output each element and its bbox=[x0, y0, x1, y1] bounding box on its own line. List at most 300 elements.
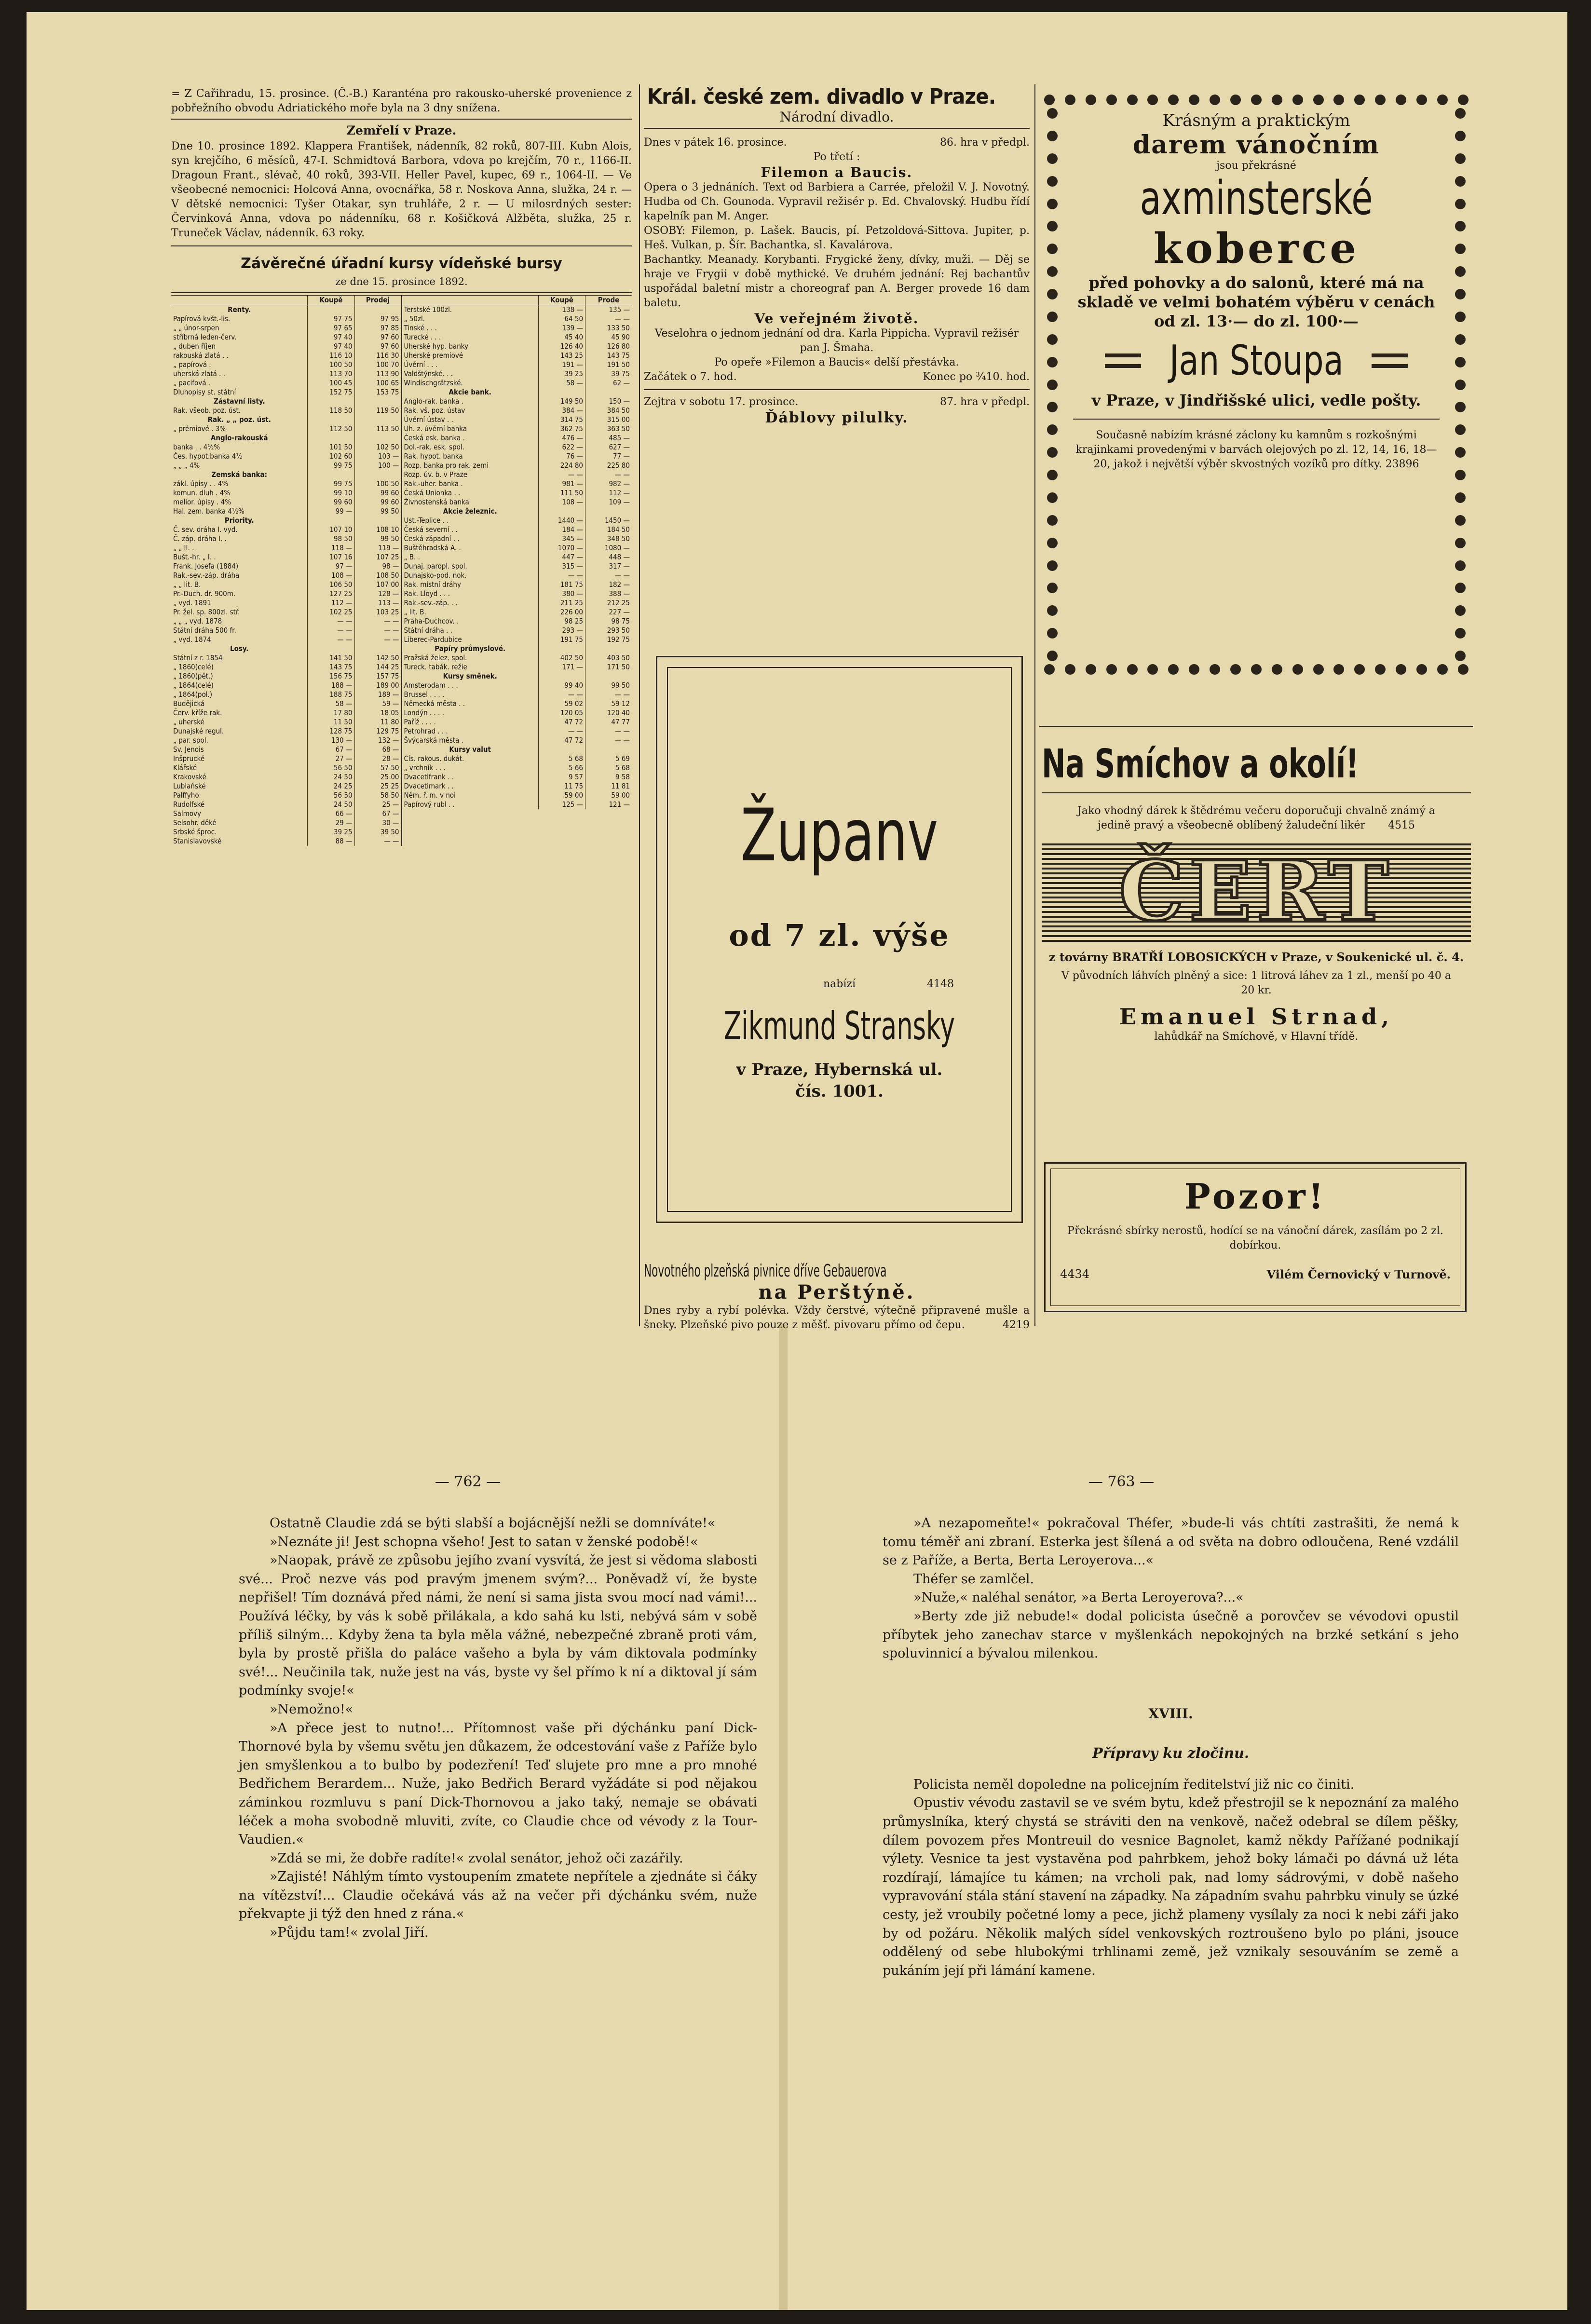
bourse-row bbox=[402, 434, 632, 443]
bourse-buy: 47 72 bbox=[538, 736, 585, 745]
deaths-title: Zemřelí v Praze. bbox=[346, 123, 457, 137]
bourse-buy: 39 25 bbox=[538, 369, 585, 379]
bourse-sell: 189 — bbox=[354, 690, 401, 699]
bourse-sell: 99 50 bbox=[354, 507, 401, 516]
bourse-name: „ 50zl. bbox=[404, 314, 425, 323]
bourse-name: Uh. z. úvěrní banka bbox=[404, 424, 467, 433]
bourse-name: Londýn . . . . bbox=[404, 708, 444, 717]
bourse-name: Rak. „ „ poz. úst. bbox=[207, 415, 271, 424]
bourse-row bbox=[171, 305, 401, 315]
bourse-sell: 120 40 bbox=[585, 708, 632, 718]
bourse-row bbox=[402, 644, 632, 653]
bourse-name: Něm. ř. m. v noi bbox=[404, 791, 456, 800]
bourse-sell: 157 75 bbox=[354, 672, 401, 681]
column-divider bbox=[1034, 84, 1035, 1326]
bourse-buy bbox=[538, 745, 585, 754]
bourse-name: Budějická bbox=[173, 699, 205, 708]
bourse-row bbox=[402, 745, 632, 754]
bourse-name: „ pacifová . bbox=[173, 379, 211, 387]
bourse-sell: 5 69 bbox=[585, 754, 632, 763]
bourse-buy: 191 75 bbox=[538, 635, 585, 644]
theatre-repeat: Po třetí : bbox=[813, 151, 860, 163]
bourse-buy: 139 — bbox=[538, 324, 585, 333]
novel-paragraph: »Naopak, právě ze způsobu jejího zvaní vysvítá, že jest si vědoma slabosti své... Proč nezve vás pod pravým jmenem svým?... Poněvadž ví, že byste nepřišel! Tím doznává před námi, že není si sama jista svou mocí nad vámi!... Používá léčky, by vás k sobě přilákala, a kdo sahá ku lsti, nebývá sám v sobě příliš silným... Kdyby žena ta byla měla vážné, nebezpečné zbraně proti vám, byla by prostě přišla do paláce vašeho a byla by vám diktovala podmínky své!... Neučinila tak, nuže jest na vás, byste vy šel přímo k ní a diktoval jí sám podmínky svoje!« bbox=[239, 1553, 757, 1699]
bourse-name: Uherské hyp. banky bbox=[404, 342, 469, 351]
bourse-name: „ 1864(celé) bbox=[173, 681, 214, 690]
bourse-name: Stanislavovské bbox=[173, 837, 222, 845]
bourse-name: Papírový rubl . . bbox=[404, 800, 455, 809]
bourse-buy: 362 75 bbox=[538, 424, 585, 434]
pivnice-code: 4219 bbox=[1003, 1319, 1030, 1331]
bourse-row bbox=[171, 434, 401, 443]
theatre-times bbox=[644, 370, 1030, 384]
bourse-row bbox=[171, 360, 401, 369]
bourse-row bbox=[171, 479, 401, 489]
zupany-offer bbox=[657, 978, 1021, 990]
koberce-intro: Krásným a praktickým bbox=[1162, 111, 1350, 130]
bourse-buy: 384 — bbox=[538, 406, 585, 415]
bourse-row bbox=[402, 479, 632, 489]
bourse-name: Červ. kříže rak. bbox=[173, 708, 222, 717]
novel-paragraph: »Berty zde již nebude!« dodal policista úsečně a porovčev se vévodovi opustil příbytek jeho zanechav starce v myšlenkách nepokojných na brzké setkání s jeho spoluvinnicí a bývalou milenkou. bbox=[883, 1608, 1459, 1661]
bourse-sell: 227 — bbox=[585, 608, 632, 617]
bourse-buy: 9 57 bbox=[538, 773, 585, 782]
bourse-buy: 97 — bbox=[308, 562, 354, 571]
bourse-row bbox=[402, 314, 632, 324]
bourse-name: Rak. místní dráhy bbox=[404, 580, 461, 589]
bourse-buy: — — bbox=[308, 626, 354, 635]
bourse-row bbox=[402, 626, 632, 635]
bourse-sell bbox=[585, 644, 632, 653]
bourse-sell: 67 — bbox=[354, 809, 401, 818]
bourse-sell: 128 — bbox=[354, 589, 401, 598]
bourse-buy: 76 — bbox=[538, 452, 585, 461]
bourse-name: Rak.-uher. banka . bbox=[404, 479, 463, 488]
bourse-row bbox=[171, 379, 401, 388]
bourse-left bbox=[171, 295, 401, 846]
bourse-buy: 106 50 bbox=[308, 580, 354, 589]
bourse-buy: 128 75 bbox=[308, 727, 354, 736]
bourse-buy: 24 50 bbox=[308, 800, 354, 809]
bourse-row bbox=[402, 489, 632, 498]
bourse-buy: 226 00 bbox=[538, 608, 585, 617]
bourse-row bbox=[171, 314, 401, 324]
bourse-row bbox=[171, 544, 401, 553]
tomorrow-title: Ďáblovy pilulky. bbox=[765, 409, 909, 426]
bourse-name: „ prémiové . 3% bbox=[173, 424, 226, 433]
bourse-row bbox=[171, 351, 401, 360]
bourse-row bbox=[171, 617, 401, 626]
novel-paragraph: »Nemožno!« bbox=[270, 1701, 354, 1717]
bourse-name: „ 1860(pět.) bbox=[173, 672, 213, 680]
bourse-name: Dvacetifrank . . bbox=[404, 773, 454, 781]
bourse-sell: 627 — bbox=[585, 443, 632, 452]
bourse-name: Losy. bbox=[230, 644, 249, 653]
start-time: Začátek o 7. hod. bbox=[644, 371, 737, 383]
bourse-sell: 113 90 bbox=[354, 369, 401, 379]
bourse-buy: 1440 — bbox=[538, 516, 585, 525]
bourse-row bbox=[402, 708, 632, 718]
cert-banner bbox=[1042, 841, 1471, 942]
bourse-buy: 24 25 bbox=[308, 782, 354, 791]
bourse-buy: — — bbox=[308, 635, 354, 644]
bourse-buy bbox=[308, 415, 354, 424]
bourse-row bbox=[171, 461, 401, 470]
bourse-name: Valdštýnské. . . bbox=[404, 369, 453, 378]
bourse-title: Závěrečné úřadní kursy vídeňské bursy bbox=[241, 255, 562, 272]
bourse-sell: 25 25 bbox=[354, 782, 401, 791]
bourse-sell: — — bbox=[585, 571, 632, 580]
bourse-buy bbox=[538, 672, 585, 681]
pozor-footer bbox=[1060, 1267, 1451, 1281]
bourse-name: „ duben říjen bbox=[173, 342, 216, 351]
bourse-name: Terstské 100zl. bbox=[404, 305, 452, 314]
news-item: = Z Cařihradu, 15. prosince. (Č.-B.) Karanténa pro rakousko-uherské provenience z pobřežního obvodu Adriatického moře byla na 3 dny snížena. bbox=[171, 88, 632, 114]
bourse-sell: 99 60 bbox=[354, 489, 401, 498]
bourse-name: Turecké . . . bbox=[404, 333, 441, 341]
bourse-sell: 62 — bbox=[585, 379, 632, 388]
bourse-name: Tureck. tabák. režie bbox=[404, 663, 467, 671]
smichov-title: Na Smíchov a okolí! bbox=[1042, 741, 1359, 787]
bourse-buy: 99 — bbox=[308, 507, 354, 516]
bourse-right bbox=[401, 295, 632, 846]
bourse-sell: 68 — bbox=[354, 745, 401, 754]
smichov-factory: z továrny BRATŘÍ LOBOSICKÝCH v Praze, v Soukenické ul. č. 4. bbox=[1048, 950, 1464, 964]
bourse-row bbox=[171, 571, 401, 580]
bourse-name: Dunajsko-pod. nok. bbox=[404, 571, 467, 580]
bourse-buy: 98 50 bbox=[308, 534, 354, 544]
bourse-sell: 11 81 bbox=[585, 782, 632, 791]
bourse-buy: 5 66 bbox=[538, 763, 585, 773]
bourse-row bbox=[171, 553, 401, 562]
bourse-buy bbox=[308, 434, 354, 443]
koberce-content bbox=[1073, 111, 1440, 472]
bourse-name: „ 1864(pol.) bbox=[173, 690, 212, 699]
bourse-buy: 58 — bbox=[308, 699, 354, 708]
bourse-buy: 45 40 bbox=[538, 333, 585, 342]
bourse-sell: 293 50 bbox=[585, 626, 632, 635]
bourse-buy: 102 60 bbox=[308, 452, 354, 461]
bourse-buy: 402 50 bbox=[538, 653, 585, 663]
bourse-name: melior. úpisy . 4% bbox=[173, 498, 231, 506]
novel-left-page bbox=[239, 1514, 757, 1943]
bourse-buy: 293 — bbox=[538, 626, 585, 635]
bourse-sell bbox=[354, 516, 401, 525]
bourse-sell: 59 12 bbox=[585, 699, 632, 708]
bourse-row bbox=[171, 699, 401, 708]
bourse-name: Rak. Lloyd . . . bbox=[404, 589, 450, 598]
bourse-name: „ vyd. 1874 bbox=[173, 635, 211, 644]
bourse-buy: 130 — bbox=[308, 736, 354, 745]
bourse-name: Anglo-rakouská bbox=[210, 434, 268, 442]
bourse-right-table bbox=[402, 295, 632, 809]
bourse-buy bbox=[538, 507, 585, 516]
ornament-border-right bbox=[1452, 108, 1469, 661]
deaths-text: Dne 10. prosince 1892. Klappera František, nádenník, 82 roků, 807-III. Kubn Alois, syn krejčího, 6 měsíců, 47-I. Schmidtová Barbora, vdova po krejčím, 70 r., 1166-II. Dragoun Frant., slévač, 40 roků, 393-VII. Heller Pavel, kupec, 69 r., 1064-II. — Ve všeobecné nemocnici: Holcová Anna, ovocnářka, 58 r. Noskova Anna, služka, 24 r. — V dětské nemocnici: Tyšer Otakar, syn truhláře, 2 r. — U milosrdných sester: Červinková Anna, vdova po nádenníku, 68 r. Košičková Alžběta, služka, 25 r. Truneček Václav, nádenník. 63 roky. bbox=[171, 140, 632, 239]
ornament-border-top bbox=[1044, 92, 1469, 108]
bourse-name: Rozp. banka pro rak. zemi bbox=[404, 461, 489, 470]
bourse-sell: 5 68 bbox=[585, 763, 632, 773]
novel-right-text bbox=[883, 1514, 1459, 1663]
bourse-sell: 39 75 bbox=[585, 369, 632, 379]
smichov-code: 4515 bbox=[1387, 819, 1415, 831]
ad-smichov bbox=[1042, 740, 1471, 1044]
bourse-name: „ lit. B. bbox=[404, 608, 426, 616]
bourse-sell bbox=[354, 305, 401, 315]
bourse-row bbox=[171, 333, 401, 342]
novel-paragraph: Théfer se zamlčel. bbox=[913, 1571, 1034, 1587]
bourse-buy: 97 40 bbox=[308, 333, 354, 342]
bourse-name: Dluhopisy st. státní bbox=[173, 388, 236, 396]
bourse-buy: 98 25 bbox=[538, 617, 585, 626]
bourse-name: Rudolfské bbox=[173, 800, 205, 809]
koberce-product1: axminsterské bbox=[1140, 171, 1373, 225]
bourse-row bbox=[171, 809, 401, 818]
bourse-row bbox=[402, 763, 632, 773]
theatre-tomorrow bbox=[644, 395, 1030, 409]
bourse-sell: 182 — bbox=[585, 580, 632, 589]
bourse-row bbox=[171, 397, 401, 406]
col-sell-2: Prode bbox=[585, 296, 632, 305]
bourse-sell: 317 — bbox=[585, 562, 632, 571]
bourse-sell: 9 58 bbox=[585, 773, 632, 782]
column-divider bbox=[639, 84, 640, 1326]
bourse-row bbox=[171, 507, 401, 516]
bourse-name: Rak.-sev.-záp. . . bbox=[404, 598, 458, 607]
play-desc: Veselohra o jednom jednání od dra. Karla Pippicha. Vypravil režisér pan J. Šmaha. bbox=[654, 327, 1019, 354]
bourse-buy: 211 25 bbox=[538, 598, 585, 608]
bourse-row bbox=[171, 663, 401, 672]
tomorrow-number: 87. hra v předpl. bbox=[939, 396, 1030, 408]
novel-paragraph: »Půjdu tam!« zvolal Jiří. bbox=[270, 1925, 429, 1941]
bourse-buy: 97 75 bbox=[308, 314, 354, 324]
newspaper-page bbox=[27, 12, 1567, 2310]
bourse-name: Sv. Jenois bbox=[173, 745, 204, 754]
bourse-row bbox=[171, 589, 401, 598]
bourse-buy: 171 — bbox=[538, 663, 585, 672]
koberce-extra-text: Současně nabízím krásné záclony ku kamnům s rozkošnými krajinkami provedenými v barvách olejových po zl. 12, 14, 16, 18—20, jakož i největší výběr skvostných vozíků pro dítky. bbox=[1075, 429, 1437, 470]
novel-paragraph: »A nezapomeňte!« pokračoval Théfer, »bude-li vás chtíti zastrašiti, že nemá k tomu téměř ani zbraní. Esterka jest šílená a od světa na dobro odloučena, René vzdálil se z Paříže, a Berta, Berta Leroyerova...« bbox=[883, 1516, 1459, 1568]
bourse-buy: 188 75 bbox=[308, 690, 354, 699]
bourse-buy: 181 75 bbox=[538, 580, 585, 589]
bourse-name: Petrohrad . . . bbox=[404, 727, 448, 735]
tomorrow-date: Zejtra v sobotu 17. prosince. bbox=[644, 396, 799, 408]
bourse-buy: 102 25 bbox=[308, 608, 354, 617]
bourse-sell: 98 — bbox=[354, 562, 401, 571]
bourse-row bbox=[171, 635, 401, 644]
bourse-row bbox=[171, 470, 401, 479]
bourse-sell bbox=[354, 470, 401, 479]
bourse-buy: 224 80 bbox=[538, 461, 585, 470]
bourse-name: Cís. rakous. dukát. bbox=[404, 754, 464, 763]
bourse-sell: 403 50 bbox=[585, 653, 632, 663]
zupany-address: v Praze, Hybernská ul. bbox=[736, 1060, 943, 1079]
bourse-name: stříbrná leden-červ. bbox=[173, 333, 237, 341]
bourse-sell: 388 — bbox=[585, 589, 632, 598]
bourse-buy: 149 50 bbox=[538, 397, 585, 406]
bourse-name: „ „ „ vyd. 1878 bbox=[173, 617, 222, 625]
smichov-bottles: V původních láhvích plněný a sice: 1 litrová láhev za 1 zl., menší po 40 a 20 kr. bbox=[1061, 970, 1451, 996]
bourse-name: „ B. . bbox=[404, 553, 420, 561]
bourse-sell bbox=[354, 397, 401, 406]
bourse-sell: 97 60 bbox=[354, 333, 401, 342]
bourse-buy bbox=[538, 388, 585, 397]
bourse-row bbox=[171, 415, 401, 424]
ad-koberce bbox=[1044, 92, 1469, 678]
bourse-row bbox=[171, 342, 401, 351]
bourse-buy: 191 — bbox=[538, 360, 585, 369]
bourse-buy: 143 75 bbox=[308, 663, 354, 672]
bourse-buy: 152 75 bbox=[308, 388, 354, 397]
bourse-name: Pr.-Duch. dr. 900m. bbox=[173, 589, 236, 598]
novel-paragraph: »Zdá se mi, že dobře radíte!« zvolal senátor, jehož oči zazářily. bbox=[270, 1850, 683, 1866]
bourse-name: Uherské premiové bbox=[404, 351, 463, 360]
bourse-row bbox=[171, 525, 401, 534]
koberce-desc: před pohovky a do salonů, které má na skladě ve velmi bohatém výběru v cenách od zl. 13·— do zl. 100·— bbox=[1077, 273, 1435, 330]
bourse-buy: 56 50 bbox=[308, 763, 354, 773]
bourse-name: Dvacetimark . . bbox=[404, 782, 454, 790]
bourse-name: Dunaj. paropl. spol. bbox=[404, 562, 467, 571]
bourse-sell: 30 — bbox=[354, 818, 401, 828]
page-number-right: — 763 — bbox=[1088, 1473, 1155, 1490]
middle-column bbox=[644, 84, 1030, 1331]
opera-desc: Opera o 3 jednáních. Text od Barbiera a Carrée, přeložil V. J. Novotný. Hudba od Ch. Gounoda. Vypravil režisér p. Ed. Chvalovský. Hudbu řídí kapelník pan M. Anger. bbox=[644, 181, 1030, 222]
end-time: Konec po ¾10. hod. bbox=[923, 371, 1030, 383]
bourse-name: Windischgrätzské. bbox=[404, 379, 463, 387]
smichov-seller: Emanuel Strnad, bbox=[1119, 1004, 1394, 1030]
bourse-buy: — — bbox=[538, 690, 585, 699]
bourse-row bbox=[171, 534, 401, 544]
bourse-row bbox=[402, 791, 632, 800]
deco-bar bbox=[1372, 353, 1408, 368]
bourse-sell: 448 — bbox=[585, 553, 632, 562]
bourse-buy: 99 60 bbox=[308, 498, 354, 507]
bourse-row bbox=[171, 443, 401, 452]
bourse-buy: 59 00 bbox=[538, 791, 585, 800]
theatre-title: Král. české zem. divadlo v Praze. bbox=[647, 84, 996, 109]
bourse-name: Živnostenská banka bbox=[404, 498, 469, 506]
bourse-sell: 121 — bbox=[585, 800, 632, 809]
bourse-buy: — — bbox=[308, 617, 354, 626]
bourse-name: banka . . 4½% bbox=[173, 443, 220, 451]
bourse-row bbox=[402, 589, 632, 598]
bourse-sell: 59 00 bbox=[585, 791, 632, 800]
bourse-sell: 384 50 bbox=[585, 406, 632, 415]
smichov-text bbox=[1042, 804, 1471, 833]
bourse-row bbox=[402, 305, 632, 315]
bourse-sell: 153 75 bbox=[354, 388, 401, 397]
bourse-row bbox=[402, 653, 632, 663]
bourse-sell bbox=[354, 415, 401, 424]
bourse-name: Rak. vš. poz. ústav bbox=[404, 406, 465, 415]
bourse-sell: 485 — bbox=[585, 434, 632, 443]
bourse-row bbox=[171, 608, 401, 617]
koberce-seller-row bbox=[1073, 338, 1440, 384]
bourse-sell: 58 50 bbox=[354, 791, 401, 800]
bourse-row bbox=[402, 727, 632, 736]
bourse-row bbox=[402, 773, 632, 782]
bourse-row bbox=[171, 369, 401, 379]
bourse-sell: 143 75 bbox=[585, 351, 632, 360]
bourse-sell: 100 65 bbox=[354, 379, 401, 388]
theatre-date bbox=[644, 136, 1030, 150]
bourse-buy: 59 02 bbox=[538, 699, 585, 708]
bourse-buy: 143 25 bbox=[538, 351, 585, 360]
novel-paragraph: Opustiv vévodu zastavil se ve svém bytu, kdež přestrojil se k nepoznání za malého průmyslníka, který chystá se stráviti den na venkově, načež odebral se dílem pěšky, dílem povozem přes Montreuil do vesnice Bagnolet, kamž někdy Pařížané podnikají výlety. Vesnice ta jest vystavěna pod pahrbkem, jehož boky lámači po dávná už léta rozdírají, lámajíce tu kámen; na vrcholi pak, nad lomy sádrovými, v době našeho vypravování stála stání stavení na západky. Na západním svahu pahrbku vinuly se úzké cesty, jež vroubily početné lomy a pece, jichž plameny vysílaly za noci k nebi záři jako by od požáru. Několik malých sídel venkovských roztroušeno bylo po pláni, jsouce oddělený od sebe hlubokými trhlinami země, jež vznikaly sesouváním se země a pukáním její při lámání kamene. bbox=[883, 1795, 1459, 1978]
bourse-sell: — — bbox=[585, 470, 632, 479]
bourse-buy: 29 — bbox=[308, 818, 354, 828]
bourse-name: Renty. bbox=[228, 305, 251, 314]
bourse-buy: 100 50 bbox=[308, 360, 354, 369]
bourse-row bbox=[171, 791, 401, 800]
bourse-sell: 25 00 bbox=[354, 773, 401, 782]
bourse-name: Rozp. úv. b. v Praze bbox=[404, 470, 468, 479]
koberce-seller: Jan Stoupa bbox=[1169, 337, 1344, 385]
bourse-row bbox=[171, 837, 401, 846]
bourse-buy bbox=[308, 305, 354, 315]
bourse-name: Frank. Josefa (1884) bbox=[173, 562, 239, 571]
bourse-row bbox=[171, 690, 401, 699]
bourse-buy: 113 70 bbox=[308, 369, 354, 379]
bourse-name: Tinské . . . bbox=[404, 324, 437, 332]
smichov-seller-address: lahůdkář na Smíchově, v Hlavní třídě. bbox=[1154, 1031, 1359, 1043]
bourse-buy: 39 25 bbox=[308, 828, 354, 837]
bourse-name: Dol.-rak. esk. spol. bbox=[404, 443, 464, 451]
intermission: Po opeře »Filemon a Baucis« delší přestávka. bbox=[714, 356, 959, 368]
bourse-row bbox=[402, 525, 632, 534]
zupany-seller: Zikmund Stransky bbox=[723, 1004, 955, 1048]
bourse-sell bbox=[585, 672, 632, 681]
bourse-sell: 315 00 bbox=[585, 415, 632, 424]
bourse-sell: 47 77 bbox=[585, 718, 632, 727]
bourse-name: Krakovské bbox=[173, 773, 206, 781]
left-column bbox=[171, 87, 632, 846]
bourse-sell: 144 25 bbox=[354, 663, 401, 672]
bourse-sell: 363 50 bbox=[585, 424, 632, 434]
bourse-row bbox=[402, 360, 632, 369]
bourse-sell bbox=[585, 388, 632, 397]
bourse-row bbox=[171, 727, 401, 736]
bourse-row bbox=[402, 424, 632, 434]
bourse-row bbox=[171, 644, 401, 653]
bourse-sell: — — bbox=[354, 837, 401, 846]
bourse-row bbox=[402, 635, 632, 644]
bourse-sell: 108 50 bbox=[354, 571, 401, 580]
bourse-row bbox=[402, 571, 632, 580]
zupany-title: Županv bbox=[740, 794, 938, 878]
bourse-sell: 99 50 bbox=[354, 534, 401, 544]
bourse-sell: 28 — bbox=[354, 754, 401, 763]
bourse-name: „ par. spol. bbox=[173, 736, 208, 745]
bourse-buy: 1070 — bbox=[538, 544, 585, 553]
bourse-sell: 103 25 bbox=[354, 608, 401, 617]
bourse-row bbox=[171, 424, 401, 434]
bourse-name: Papírová kvšt.-lis. bbox=[173, 314, 231, 323]
pozor-title: Pozor! bbox=[1184, 1176, 1327, 1217]
bourse-buy: 314 75 bbox=[538, 415, 585, 424]
cert-product: ČERT bbox=[1119, 843, 1394, 939]
bourse-sell: 97 95 bbox=[354, 314, 401, 324]
bourse-buy: 58 — bbox=[538, 379, 585, 388]
deco-bar bbox=[1105, 353, 1141, 368]
bourse-name: rakouská zlatá . . bbox=[173, 351, 229, 360]
theatre-date-right: 86. hra v předpl. bbox=[939, 136, 1030, 149]
bourse-buy: 47 72 bbox=[538, 718, 585, 727]
bourse-sell: 107 00 bbox=[354, 580, 401, 589]
bourse-name: „ papírová . bbox=[173, 360, 211, 369]
bourse-buy: 380 — bbox=[538, 589, 585, 598]
bourse-name: Praha-Duchcov. . bbox=[404, 617, 459, 625]
